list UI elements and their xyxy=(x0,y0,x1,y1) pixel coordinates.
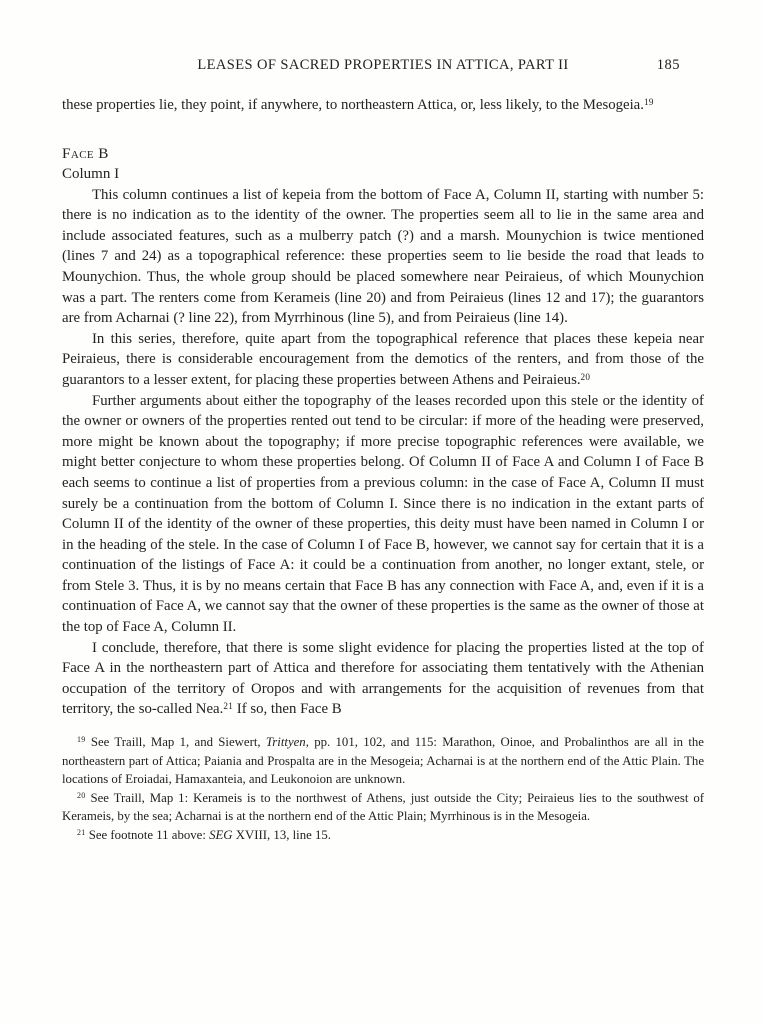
section-heading-face-b: Face B xyxy=(62,144,109,162)
footnotes-block xyxy=(62,733,704,844)
page-body xyxy=(62,95,704,844)
continuation-paragraph: these properties lie, they point, if anywhere, to northeastern Attica, or, less likely, to the Mesogeia.$^{19}$ xyxy=(62,96,654,113)
footnote-21: $^{21}$ See footnote 11 above: SEG XVIII, 13, line 15. xyxy=(77,827,332,842)
page-number: 185 xyxy=(656,57,680,73)
section-headings xyxy=(62,143,704,185)
footnote-19: $^{19}$ See Traill, Map 1, and Siewert, Trittyen, pp. 101, 102, and 115: Marathon, Oinoe, and Probalinthos are all in the northeastern part of Attica; Paiania and Prospalta are in the Mesogeia; Acharnai is at the northern end of the Attic Plain. The locations of Eroiadai, Hamaxanteia, and Leukonoion are unknown. xyxy=(62,735,704,787)
footnote-20: $^{20}$ See Traill, Map 1: Kerameis is to the northwest of Athens, just outside the City; Peiraieus lies to the southwest of Kerameis, by the sea; Acharnai is at the northern end of the Attic Plain; Myrrhinous is in the Mesogeia. xyxy=(62,790,704,824)
body-paragraph-1: This column continues a list of kepeia from the bottom of Face A, Column II, starting with number 5: there is no indication as to the identity of the owner. The properties seem all to lie in the same area and include associated features, such as a mulberry patch (?) and a marsh. Mounychion is twice mentioned (lines 7 and 24) as a topographical reference: these properties seem to lie beside the road that leads to Mounychion. Thus, the whole group should be placed somewhere near Peiraieus, of which Mounychion was a part. The renters come from Kerameis (line 20) and from Peiraieus (lines 12 and 17); the guarantors are from Acharnai (? line 22), from Myrrhinous (line 5), and from Peiraieus (line 14). xyxy=(62,186,704,327)
body-paragraph-4: I conclude, therefore, that there is some slight evidence for placing the properties listed at the top of Face A in the northeastern part of Attica and therefore for associating them tentatively with the Athenian occupation of the territory of Oropos and with arrangements for the acquisition of revenues from that territory, the so-called Nea.$^{21}$ If so, then Face B xyxy=(62,639,704,718)
section-heading-column-i: Column I xyxy=(62,165,120,182)
body-paragraph-3: Further arguments about either the topography of the leases recorded upon this stele or the identity of the owner or owners of the properties rented out tend to be circular: if more of the heading were preserved, more might be known about the topography; if more precise topographic references were available, we might better conjecture to whom these properties belong. Of Column II of Face A and Column I of Face B each seems to continue a list of properties from a previous column: in the case of Face A, Column II must surely be a continuation from the bottom of Column I. Since there is no indication in the extant parts of Column II of the identity of the owner of these properties, this deity must have been named in Column I or in the heading of the stele. In the case of Column I of Face B, however, we cannot say for certain that it is a continuation of the listings of Face A: it could be a continuation from another, no longer extant, stele, or from Stele 3. Thus, it is by no means certain that Face B has any connection with Face A, and, even if it is a continuation of Face A, we cannot say that the owner of these properties is the same as the owner of those at the top of Face A, Column II. xyxy=(62,392,704,636)
running-header xyxy=(62,57,704,77)
body-paragraph-2: In this series, therefore, quite apart from the topographical reference that places these kepeia near Peiraieus, there is considerable encouragement from the demotics of the renters, and from those of the guarantors to a lesser extent, for placing these properties between Athens and Peiraieus.$^{20}$ xyxy=(62,330,704,388)
running-head-title: LEASES OF SACRED PROPERTIES IN ATTICA, PART II xyxy=(197,57,569,73)
